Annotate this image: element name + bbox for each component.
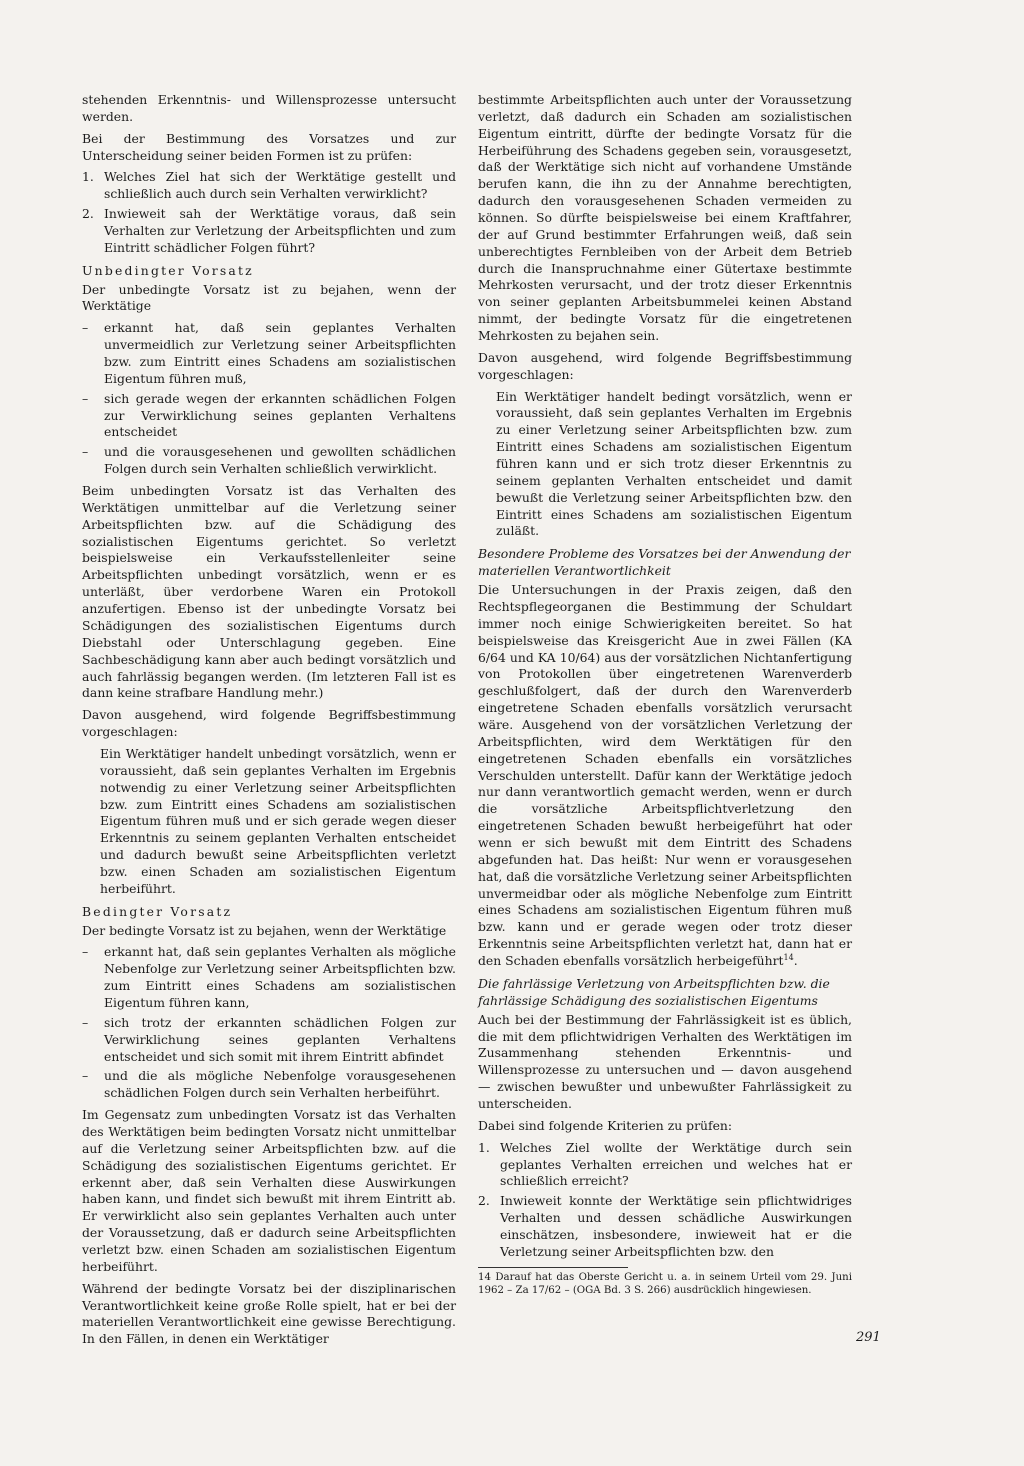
paragraph-untersuchungen <box>478 582 852 970</box>
paragraph-continuation: stehenden Erkenntnis- und Willensprozesse untersucht werden. <box>82 92 456 124</box>
bedingt-list <box>82 944 456 1102</box>
list-item-text: Inwieweit konnte der Werktätige sein pflichtwidriges Verhalten und dessen schädliche Auswirkungen einschätzen, insbesondere, inwieweit hat er die Verletzung seiner Arbeitspflichten bzw. den <box>500 1193 852 1259</box>
left-column <box>82 92 456 1353</box>
page-number: 291 <box>856 1330 881 1345</box>
paragraph-unbedingt-intro: Der unbedingte Vorsatz ist zu bejahen, wenn der Werktätige <box>82 281 456 314</box>
paragraph-text: Die Untersuchungen in der Praxis zeigen, daß den Rechtspflegeorganen die Bestimmung der Schuldart immer noch einige Schwierigkeiten bereitet. So hat beispielsweise das Kreisgericht Aue in zwei Fällen (KA 6/64 und KA 10/64) aus der vorsätzlichen Nichtanfertigung von Protokollen über eingetretenen Warenverderb geschlußfolgert, daß der durch den Warenverderb eingetretene Schaden ebenfalls vorsätzlich verursacht wäre. Ausgehend von der vorsätzlichen Verletzung der Arbeitspflichten, wird dem Werktätigen für den eingetretenen Schaden ebenfalls ein vorsätzliches Verschulden unterstellt. Dafür kann der Werktätige jedoch nur dann verantwortlich gemacht werden, wenn er durch die vorsätzliche Arbeitspflichtverletzung den eingetretenen Schaden bewußt herbeigeführt hat oder wenn er sich bewußt mit dem Eintritt des Schadens abgefunden hat. Das heißt: Nur wenn er vorausgesehen hat, daß die vorsätzliche Verletzung seiner Arbeitspflichten unvermeidbar oder als mögliche Nebenfolge zum Eintritt eines Schadens am sozialistischen Eigentum führen muß bzw. kann und er gerade wegen oder trotz dieser Erkenntnis seine Arbeitspflichten verletzt hat, dann hat er den Schaden ebenfalls vorsätzlich herbeigeführt <box>478 582 853 969</box>
dash-marker: – <box>82 320 89 336</box>
dash-marker: – <box>82 944 89 960</box>
list-number: 2. <box>82 206 94 222</box>
unbedingt-list <box>82 320 456 478</box>
paragraph-dabei: Dabei sind folgende Kriterien zu prüfen: <box>478 1117 733 1133</box>
heading-besondere-probleme: Besondere Probleme des Vorsatzes bei der Anwendung der materiellen Verantwortlichkeit <box>478 546 851 579</box>
heading-fahrlaessige-verletzung: Die fahrlässige Verletzung von Arbeitspflichten bzw. die fahrlässige Schädigung des sozialistischen Eigentums <box>478 975 830 1008</box>
question-list <box>82 169 456 256</box>
paragraph-beim-unbedingt: Beim unbedingten Vorsatz ist das Verhalten des Werktätigen unmittelbar auf die Verletzung seiner Arbeitspflichten bzw. auf die Schädigung des sozialistischen Eigentums gerichtet. So verletzt beispielsweise ein Verkaufsstellenleiter seine Arbeitspflichten unbedingt vorsätzlich, wenn er es unterläßt, über verdorbene Waren ein Protokoll anzufertigen. Ebenso ist der unbedingte Vorsatz bei Schädigungen des sozialistischen Eigentums durch Diebstahl oder Unterschlagung gegeben. Eine Sachbeschädigung kann aber auch bedingt vorsätzlich und auch fahrlässig begangen werden. (Im letzteren Fall ist es dann keine strafbare Handlung mehr.) <box>82 483 456 701</box>
list-item <box>82 1068 456 1102</box>
list-item-text: erkannt hat, daß sein geplantes Verhalten als mögliche Nebenfolge zur Verletzung seiner Arbeitspflichten bzw. zum Eintritt eines Schadens am sozialistischen Eigentum führen kann, <box>104 944 456 1010</box>
list-item <box>82 1015 456 1066</box>
list-item <box>478 1140 852 1191</box>
dash-marker: – <box>82 390 89 406</box>
footnote: 14 Darauf hat das Oberste Gericht u. a. in seinem Urteil vom 29. Juni 1962 – Za 17/62 – (OGA Bd. 3 S. 266) ausdrücklich hingewiesen. <box>478 1271 852 1296</box>
list-item-text: und die als mögliche Nebenfolge vorausgesehenen schädlichen Folgen durch sein Verhalten herbeiführt. <box>104 1068 456 1101</box>
list-item-text: sich gerade wegen der erkannten schädlichen Folgen zur Verwirklichung seines geplanten Verhaltens entscheidet <box>104 390 456 440</box>
definition-bedingt: Ein Werktätiger handelt bedingt vorsätzlich, wenn er voraussieht, daß sein geplantes Verhalten im Ergebnis zu einer Verletzung seiner Arbeitspflichten bzw. zum Eintritt eines Schadens am sozialistischen Eigentum führen kann und er sich trotz dieser Erkenntnis zu seinem geplanten Verhalten entscheidet und damit bewußt die Verletzung seiner Arbeitspflichten bzw. den Eintritt eines Schadens am sozialistischen Eigentum zuläßt. <box>496 388 852 539</box>
list-item-text: und die vorausgesehenen und gewollten schädlichen Folgen durch sein Verhalten schließlich verwirklicht. <box>104 444 456 477</box>
paragraph-end: . <box>793 953 798 969</box>
definition-unbedingt: Ein Werktätiger handelt unbedingt vorsätzlich, wenn er voraussieht, daß sein geplantes Verhalten im Ergebnis notwendig zu einer Verletzung seiner Arbeitspflichten bzw. zum Eintritt eines Schadens am sozialistischen Eigentum führen muß und er sich gerade wegen dieser Erkenntnis zu seinem geplanten Verhalten entscheidet und dadurch bewußt seine Arbeitspflichten verletzt bzw. einen Schaden am sozialistischen Eigentum herbeiführt. <box>100 745 456 896</box>
paragraph-continuation: bestimmte Arbeitspflichten auch unter der Voraussetzung verletzt, daß dadurch ein Schaden am sozialistischen Eigentum eintritt, dürfte der bedingte Vorsatz für die Herbeiführung des Schadens gegeben sein, vorausgesetzt, daß der Werktätige sich nicht auf vorhandene Umstände berufen kann, die ihn zu der Annahme berechtigten, dadurch den vorausgesehenen Schaden vermeiden zu können. So dürfte beispielsweise bei einem Kraftfahrer, der auf Grund bestimmter Erfahrungen weiß, daß sein unberechtigtes Fernbleiben von der Arbeit dem Betrieb durch die Inanspruchnahme einer Gütertaxe bestimmte Mehrkosten verursacht, und der trotz dieser Erkenntnis von seiner geplanten Arbeitsbummelei keinen Abstand nimmt, der bedingte Vorsatz für die eingetretenen Mehrkosten zu bejahen sein. <box>478 92 852 344</box>
paragraph-bedingt-intro: Der bedingte Vorsatz ist zu bejahen, wenn der Werktätige <box>82 922 447 938</box>
list-number: 1. <box>82 169 94 185</box>
list-item-text: Welches Ziel wollte der Werktätige durch sein geplantes Verhalten erreichen und welches hat er schließlich erreicht? <box>500 1139 852 1189</box>
list-item <box>82 944 456 1011</box>
list-item <box>82 444 456 478</box>
paragraph-test-intro: Bei der Bestimmung des Vorsatzes und zur Unterscheidung seiner beiden Formen ist zu prüfen: <box>82 130 456 163</box>
dash-marker: – <box>82 1068 89 1084</box>
list-item-text: Inwieweit sah der Werktätige voraus, daß sein Verhalten zur Verletzung der Arbeitspflichten und zum Eintritt schädlicher Folgen führt? <box>104 206 456 255</box>
paragraph-davon-ausgehend: Davon ausgehend, wird folgende Begriffsbestimmung vorgeschlagen: <box>478 349 852 382</box>
list-number: 1. <box>478 1139 490 1155</box>
paragraph-waehrend: Während der bedingte Vorsatz bei der disziplinarischen Verantwortlichkeit keine große Rolle spielt, hat er bei der materiellen Verantwortlichkeit eine gewisse Berechtigung. In den Fällen, in denen ein Werktätiger <box>82 1280 456 1347</box>
heading-unbedingter-vorsatz: Unbedingter Vorsatz <box>82 262 254 278</box>
list-item-text: sich trotz der erkannten schädlichen Folgen zur Verwirklichung seines geplanten Verhaltens entscheidet und sich somit mit ihrem Eintritt abfindet <box>104 1014 456 1064</box>
criteria-list <box>478 1140 852 1261</box>
list-item <box>82 391 456 442</box>
list-item <box>82 206 456 257</box>
list-item-text: Welches Ziel hat sich der Werktätige gestellt und schließlich auch durch sein Verhalten verwirklicht? <box>104 169 456 202</box>
list-item <box>82 169 456 203</box>
paragraph-auch: Auch bei der Bestimmung der Fahrlässigkeit ist es üblich, die mit dem pflichtwidrigen Verhalten des Werktätigen im Zusammenhang stehenden Erkenntnis- und Willensprozesse zu untersuchen und — davon ausgehend — zwischen bewußter und unbewußter Fahrlässigkeit zu unterscheiden. <box>478 1011 852 1111</box>
list-number: 2. <box>478 1193 490 1209</box>
dash-marker: – <box>82 1014 89 1030</box>
list-item-text: erkannt hat, daß sein geplantes Verhalten unvermeidlich zur Verletzung seiner Arbeitspflichten bzw. zum Eintritt eines Schadens am sozialistischen Eigentum führen muß, <box>104 320 456 386</box>
footnote-reference[interactable]: 14 <box>783 952 794 962</box>
list-item <box>82 320 456 387</box>
list-item <box>478 1193 852 1260</box>
paragraph-davon-ausgehend: Davon ausgehend, wird folgende Begriffsbestimmung vorgeschlagen: <box>82 707 456 740</box>
right-column <box>478 92 852 1302</box>
paragraph-gegensatz: Im Gegensatz zum unbedingten Vorsatz ist das Verhalten des Werktätigen beim bedingten Vorsatz nicht unmittelbar auf die Verletzung seiner Arbeitspflichten bzw. auf die Schädigung des sozialistischen Eigentums gerichtet. Er erkennt aber, daß sein Verhalten diese Auswirkungen haben kann, und findet sich bewußt mit ihrem Eintritt ab. Er verwirklicht also sein geplantes Verhalten auch unter der Voraussetzung, daß er dadurch seine Arbeitspflichten verletzt bzw. einen Schaden am sozialistischen Eigentum herbeiführt. <box>82 1107 456 1274</box>
dash-marker: – <box>82 444 89 460</box>
heading-bedingter-vorsatz: Bedingter Vorsatz <box>82 903 233 919</box>
